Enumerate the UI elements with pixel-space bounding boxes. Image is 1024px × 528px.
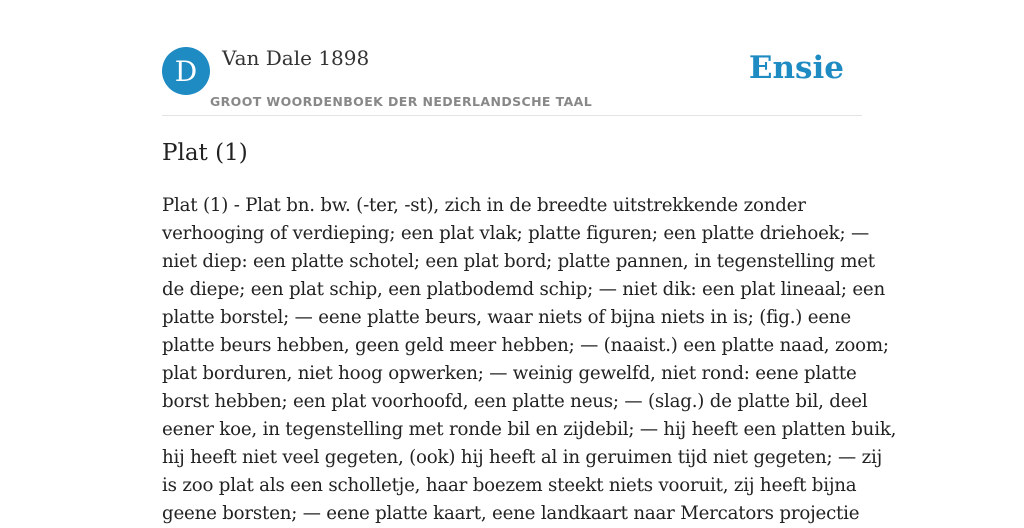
- header: [162, 0, 862, 116]
- definition-line: Plat (1) - Plat bn. bw. (-ter, -st), zich in de breedte uitstrekkende zonder: [162, 195, 806, 216]
- entry-title: Plat (1): [162, 140, 248, 166]
- dictionary-logo[interactable]: D: [162, 47, 210, 95]
- definition-line: plat borduren, niet hoog opwerken; — weinig gewelfd, niet rond: eene platte: [162, 363, 857, 384]
- dictionary-name[interactable]: Van Dale 1898: [222, 46, 370, 70]
- definition-line: borst hebben; een plat voorhoofd, een platte neus; — (slag.) de platte bil, deel: [162, 391, 868, 412]
- ensie-logo[interactable]: Ensie: [748, 50, 844, 86]
- dictionary-subtitle: GROOT WOORDENBOEK DER NEDERLANDSCHE TAAL: [210, 94, 593, 109]
- definition-line: geene borsten; — eene platte kaart, eene landkaart naar Mercators projectie: [162, 503, 860, 524]
- definition-line: verhooging of verdieping; een plat vlak; platte figuren; een platte driehoek; —: [162, 223, 869, 244]
- definition-line: platte borstel; — eene platte beurs, waar niets of bijna niets in is; (fig.) eene: [162, 307, 851, 328]
- definition-line: niet diep: een platte schotel; een plat bord; platte pannen, in tegenstelling met: [162, 251, 875, 272]
- entry-definition: [162, 192, 897, 528]
- definition-line: eener koe, in tegenstelling met ronde bil en zijdebil; — hij heeft een platten buik,: [162, 419, 897, 440]
- definition-line: de diepe; een plat schip, een platbodemd schip; — niet dik: een plat lineaal; een: [162, 279, 886, 300]
- definition-line: is zoo plat als een scholletje, haar boezem steekt niets vooruit, zij heeft bijna: [162, 475, 857, 496]
- definition-line: platte beurs hebben, geen geld meer hebben; — (naaist.) een platte naad, zoom;: [162, 335, 889, 356]
- definition-line: hij heeft niet veel gegeten, (ook) hij heeft al in geruimen tijd niet gegeten; — zij: [162, 447, 883, 468]
